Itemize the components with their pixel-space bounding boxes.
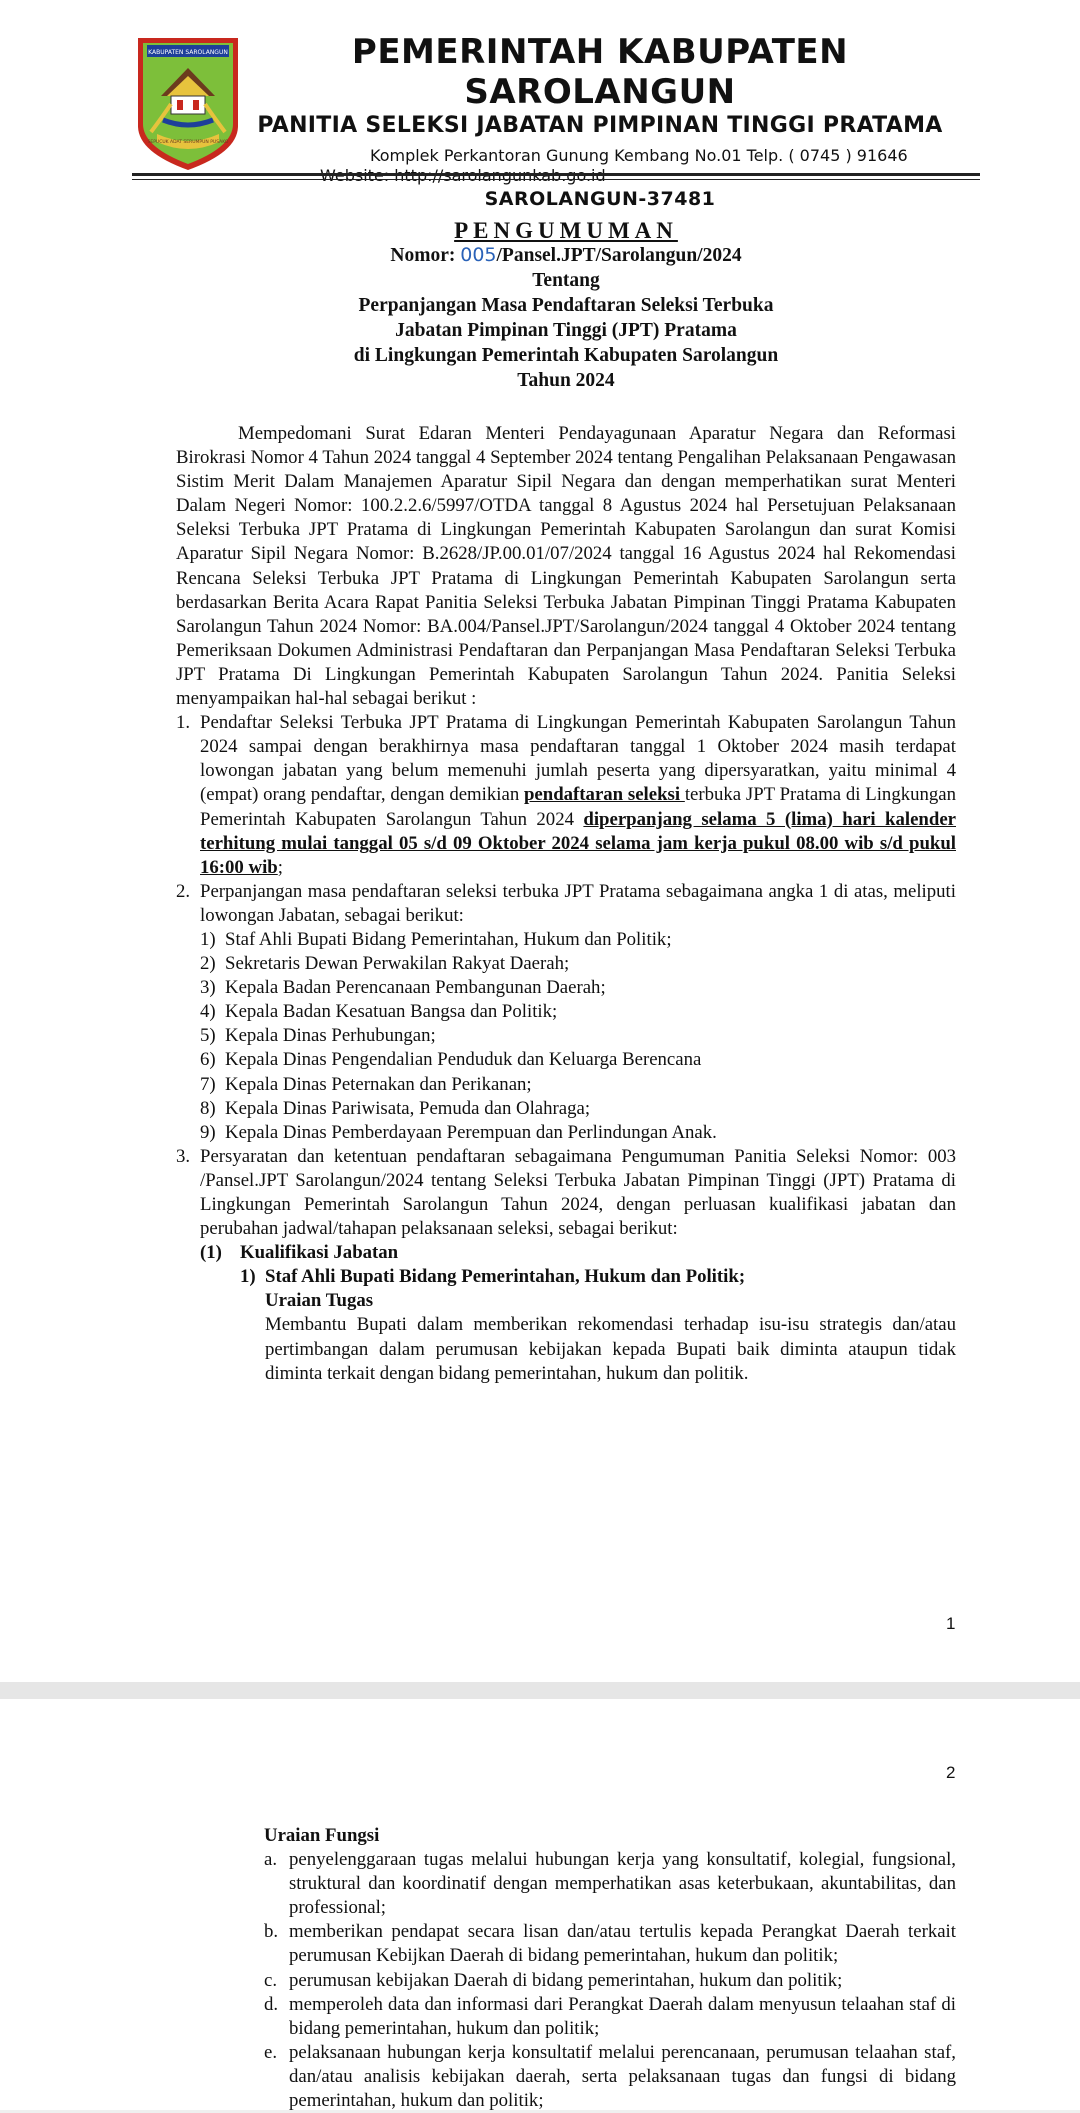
position-list-number: 6) [200,1049,216,1071]
heading-tentang: Tentang [532,270,600,291]
uraian-fungsi-letter: e. [264,2041,278,2063]
heading-line-1: Perpanjangan Masa Pendaftaran Seleksi Terbuka [358,295,774,316]
announcement-number [176,243,956,268]
list-item-2 [176,880,956,1145]
position-list-number: 7) [200,1073,216,1095]
nomor-prefix: Nomor: [390,245,461,266]
uraian-fungsi-letter: b. [264,1921,279,1943]
uraian-fungsi-text: penyelenggaraan tugas melalui hubungan kerja yang konsultatif, kolegial, fungsional, struktural dan koordinatif dengan memperhatikan asas keterbukaan, akuntabilitas, dan professional; [289,1849,956,1919]
position-list-number: 4) [200,1001,216,1023]
uraian-fungsi-text: memperoleh data dan informasi dari Perangkat Daerah dalam menyusun telaahan staf di bidang pemerintahan, hukum dan politik; [289,1993,956,2039]
item1-text-c: terbuka JPT Pratama di Lingkungan Pemerintah Kabupaten Sarolangun Tahun 2024 [200,784,957,830]
uraian-fungsi-letter: a. [264,1849,278,1871]
position-list-item [200,1048,956,1072]
section-number: (1) [200,1242,222,1264]
uraian-fungsi-item [264,2041,956,2113]
letterhead [250,32,950,211]
uraian-tugas-text: Membantu Bupati dalam memberikan rekomendasi terhadap isu-isu strategis dan/atau pertimbangan dalam perumusan kebijakan kepada Bupati baik diminta ataupun tidak diminta terkait dengan bidang pemerintahan, hukum dan politik. [265,1314,956,1384]
letterhead-title: PEMERINTAH KABUPATEN SAROLANGUN [351,32,849,112]
page-gap [0,1682,1080,1699]
item1-text-e: ; [277,856,283,878]
uraian-fungsi-text: memberikan pendapat secara lisan dan/atau tertulis kepada Perangkat Daerah terkait perumusan Kebijkan Daerah di bidang pemerintahan, hukum dan politik; [289,1921,956,1967]
item1-extension-period: diperpanjang selama 5 (lima) hari kalender terhitung mulai tanggal 05 s/d 09 Oktober 2024 selama jam kerja pukul 08.00 wib s/d pukul 16:00 wib [200,808,956,878]
nomor-handwritten-number: 005 [460,244,497,266]
heading-line-3: di Lingkungan Pemerintah Kabupaten Sarolangun [353,345,779,366]
document-page-2 [0,1699,1080,2110]
position-list-number: 2) [200,953,216,975]
uraian-fungsi-list [264,1848,956,2113]
uraian-fungsi-text: pelaksanaan hubungan kerja konsultatif melalui perencanaan, perumusan telaahan staf, dan/atau analisis kebijakan daerah, serta pelaksanaan tugas dan fungsi di bidang pemerintahan, hukum dan politik; [289,2041,956,2112]
position-list-number: 3) [200,977,216,999]
uraian-fungsi-item [264,1993,956,2041]
position-list-item [200,1097,956,1121]
item3-text: Persyaratan dan ketentuan pendaftaran sebagaimana Pengumuman Panitia Seleksi Nomor: 003 /Pansel.JPT Sarolangun/2024 tentang Seleksi Terbuka Jabatan Pimpinan Tinggi (JPT) Pratama di Lingkungan Pemerintah Sarolangun Tahun 2024, dengan perluasan kualifikasi jabatan dan perubahan jadwal/tahapan pelaksanaan seleksi, sebagai berikut: [200,1145,956,1240]
position-list-label: Kepala Dinas Perhubungan; [225,1025,436,1047]
letterhead-address: Komplek Perkantoran Gunung Kembang No.01 Telp. ( 0745 ) 91646 [370,146,908,165]
announcement-heading [176,218,956,393]
position-number: 1) [240,1266,256,1288]
letterhead-city: SAROLANGUN-37481 [484,188,716,210]
uraian-fungsi-item [264,1920,956,1968]
logo-motto-text: SEPUCUK ADAT SERUMPUN PUSAKO [147,140,229,145]
uraian-fungsi-block [264,1824,956,2113]
position-list-item [200,1000,956,1024]
list-item-number: 1. [176,712,191,734]
position-list-item [200,1024,956,1048]
uraian-tugas-block [240,1289,956,1385]
position-list-item [200,1073,956,1097]
page-number: 1 [946,1614,956,1633]
logo-banner-text: KABUPATEN SAROLANGUN [148,49,228,56]
position-title: Staf Ahli Bupati Bidang Pemerintahan, Hukum dan Politik; [265,1266,746,1288]
intro-paragraph [176,422,956,1386]
section-heading [200,1241,956,1265]
position-list-label: Sekretaris Dewan Perwakilan Rakyat Daerah; [225,953,570,975]
uraian-fungsi-item [264,1969,956,1993]
position-list-item [200,952,956,976]
intro-text: Mempedomani Surat Edaran Menteri Pendayagunaan Aparatur Negara dan Reformasi Birokrasi Nomor 4 Tahun 2024 tanggal 4 September 2024 tentang Pengalihan Pelaksanaan Pengawasan Sistim Merit Dalam Manajemen Aparatur Sipil Negara dan dengan memperhatikan surat Menteri Dalam Negeri Nomor: 100.2.2.6/5997/OTDA tanggal 8 Agustus 2024 hal Persetujuan Pelaksanaan Seleksi Terbuka JPT Pratama di Lingkungan Pemerintah Kabupaten Sarolangun dan surat Komisi Aparatur Sipil Negara Nomor: B.2628/JP.00.01/07/2024 tanggal 16 Agustus 2024 hal Rekomendasi Rencana Seleksi Terbuka JPT Pratama di Lingkungan Pemerintah Kabupaten Sarolangun serta berdasarkan Berita Acara Rapat Panitia Seleksi Terbuka Jabatan Pimpinan Tinggi Pratama Kabupaten Sarolangun Tahun 2024 Nomor: BA.004/Pansel.JPT/Sarolangun/2024 tanggal 4 Oktober 2024 tentang Pemeriksaan Dokumen Administrasi Pendaftaran dan Perpanjangan Masa Pendaftaran Seleksi Terbuka JPT Pratama Di Lingkungan Pemerintah Kabupaten Sarolangun Tahun 2024. Panitia Seleksi menyampaikan hal-hal sebagai berikut : [176,423,956,710]
position-list-label: Kepala Dinas Peternakan dan Perikanan; [225,1073,532,1095]
position-block [200,1265,956,1385]
letterhead-divider-thin [132,179,980,180]
position-list-item [200,928,956,952]
heading-line-2: Jabatan Pimpinan Tinggi (JPT) Pratama [395,320,737,341]
heading-line-4: Tahun 2024 [517,370,615,391]
item1-text-a: Pendaftar Seleksi Terbuka JPT Pratama di Lingkungan Pemerintah Kabupaten Sarolangun Tahun 2024 sampai dengan berakhirnya masa pendaftaran tanggal 1 Oktober 2024 masih terdapat lowongan jabatan yang belum memenuhi jumlah peserta yang dipersyaratkan, yaitu minimal 4 (empat) orang pendaftar, dengan demikian [200,712,956,806]
position-list-label: Kepala Badan Kesatuan Bangsa dan Politik; [225,1001,558,1023]
announcement-title: PENGUMUMAN [454,218,678,243]
position-list-number: 5) [200,1025,216,1047]
uraian-fungsi-title: Uraian Fungsi [264,1825,380,1846]
uraian-fungsi-letter: c. [264,1969,278,1991]
uraian-tugas-title: Uraian Tugas [265,1290,374,1312]
uraian-fungsi-item [264,1848,956,1920]
nomor-suffix: /Pansel.JPT/Sarolangun/2024 [496,245,742,266]
position-list-number: 8) [200,1097,216,1119]
position-list-label: Staf Ahli Bupati Bidang Pemerintahan, Hukum dan Politik; [225,928,672,950]
list-item-1 [176,711,956,880]
list-item-number: 2. [176,880,191,902]
list-item-3 [176,1145,956,1386]
position-list-item [200,1121,956,1145]
uraian-fungsi-letter: d. [264,1993,279,2015]
uraian-fungsi-text: perumusan kebijakan Daerah di bidang pemerintahan, hukum dan politik; [289,1969,843,1991]
position-list-label: Kepala Badan Perencanaan Pembangunan Daerah; [225,977,606,999]
position-heading [240,1265,956,1289]
list-item-number: 3. [176,1145,191,1167]
item1-emphasis-1: pendaftaran seleksi [523,784,685,806]
letterhead-divider [132,173,980,176]
section-title: Kualifikasi Jabatan [240,1242,399,1264]
position-list-number: 9) [200,1121,216,1143]
page-number: 2 [946,1763,956,1782]
letterhead-subtitle: PANITIA SELEKSI JABATAN PIMPINAN TINGGI PRATAMA [257,113,943,138]
position-list-label: Kepala Dinas Pengendalian Penduduk dan Keluarga Berencana [225,1049,702,1071]
item2-text: Perpanjangan masa pendaftaran seleksi terbuka JPT Pratama sebagaimana angka 1 di atas, meliputi lowongan Jabatan, sebagai berikut: [200,880,956,926]
position-list-number: 1) [200,928,216,950]
sarolangun-regency-emblem-icon [133,34,243,174]
position-list-item [200,976,956,1000]
position-list-label: Kepala Dinas Pemberdayaan Perempuan dan Perlindungan Anak. [225,1121,717,1143]
position-list-label: Kepala Dinas Pariwisata, Pemuda dan Olahraga; [225,1097,591,1119]
positions-list [200,928,956,1145]
